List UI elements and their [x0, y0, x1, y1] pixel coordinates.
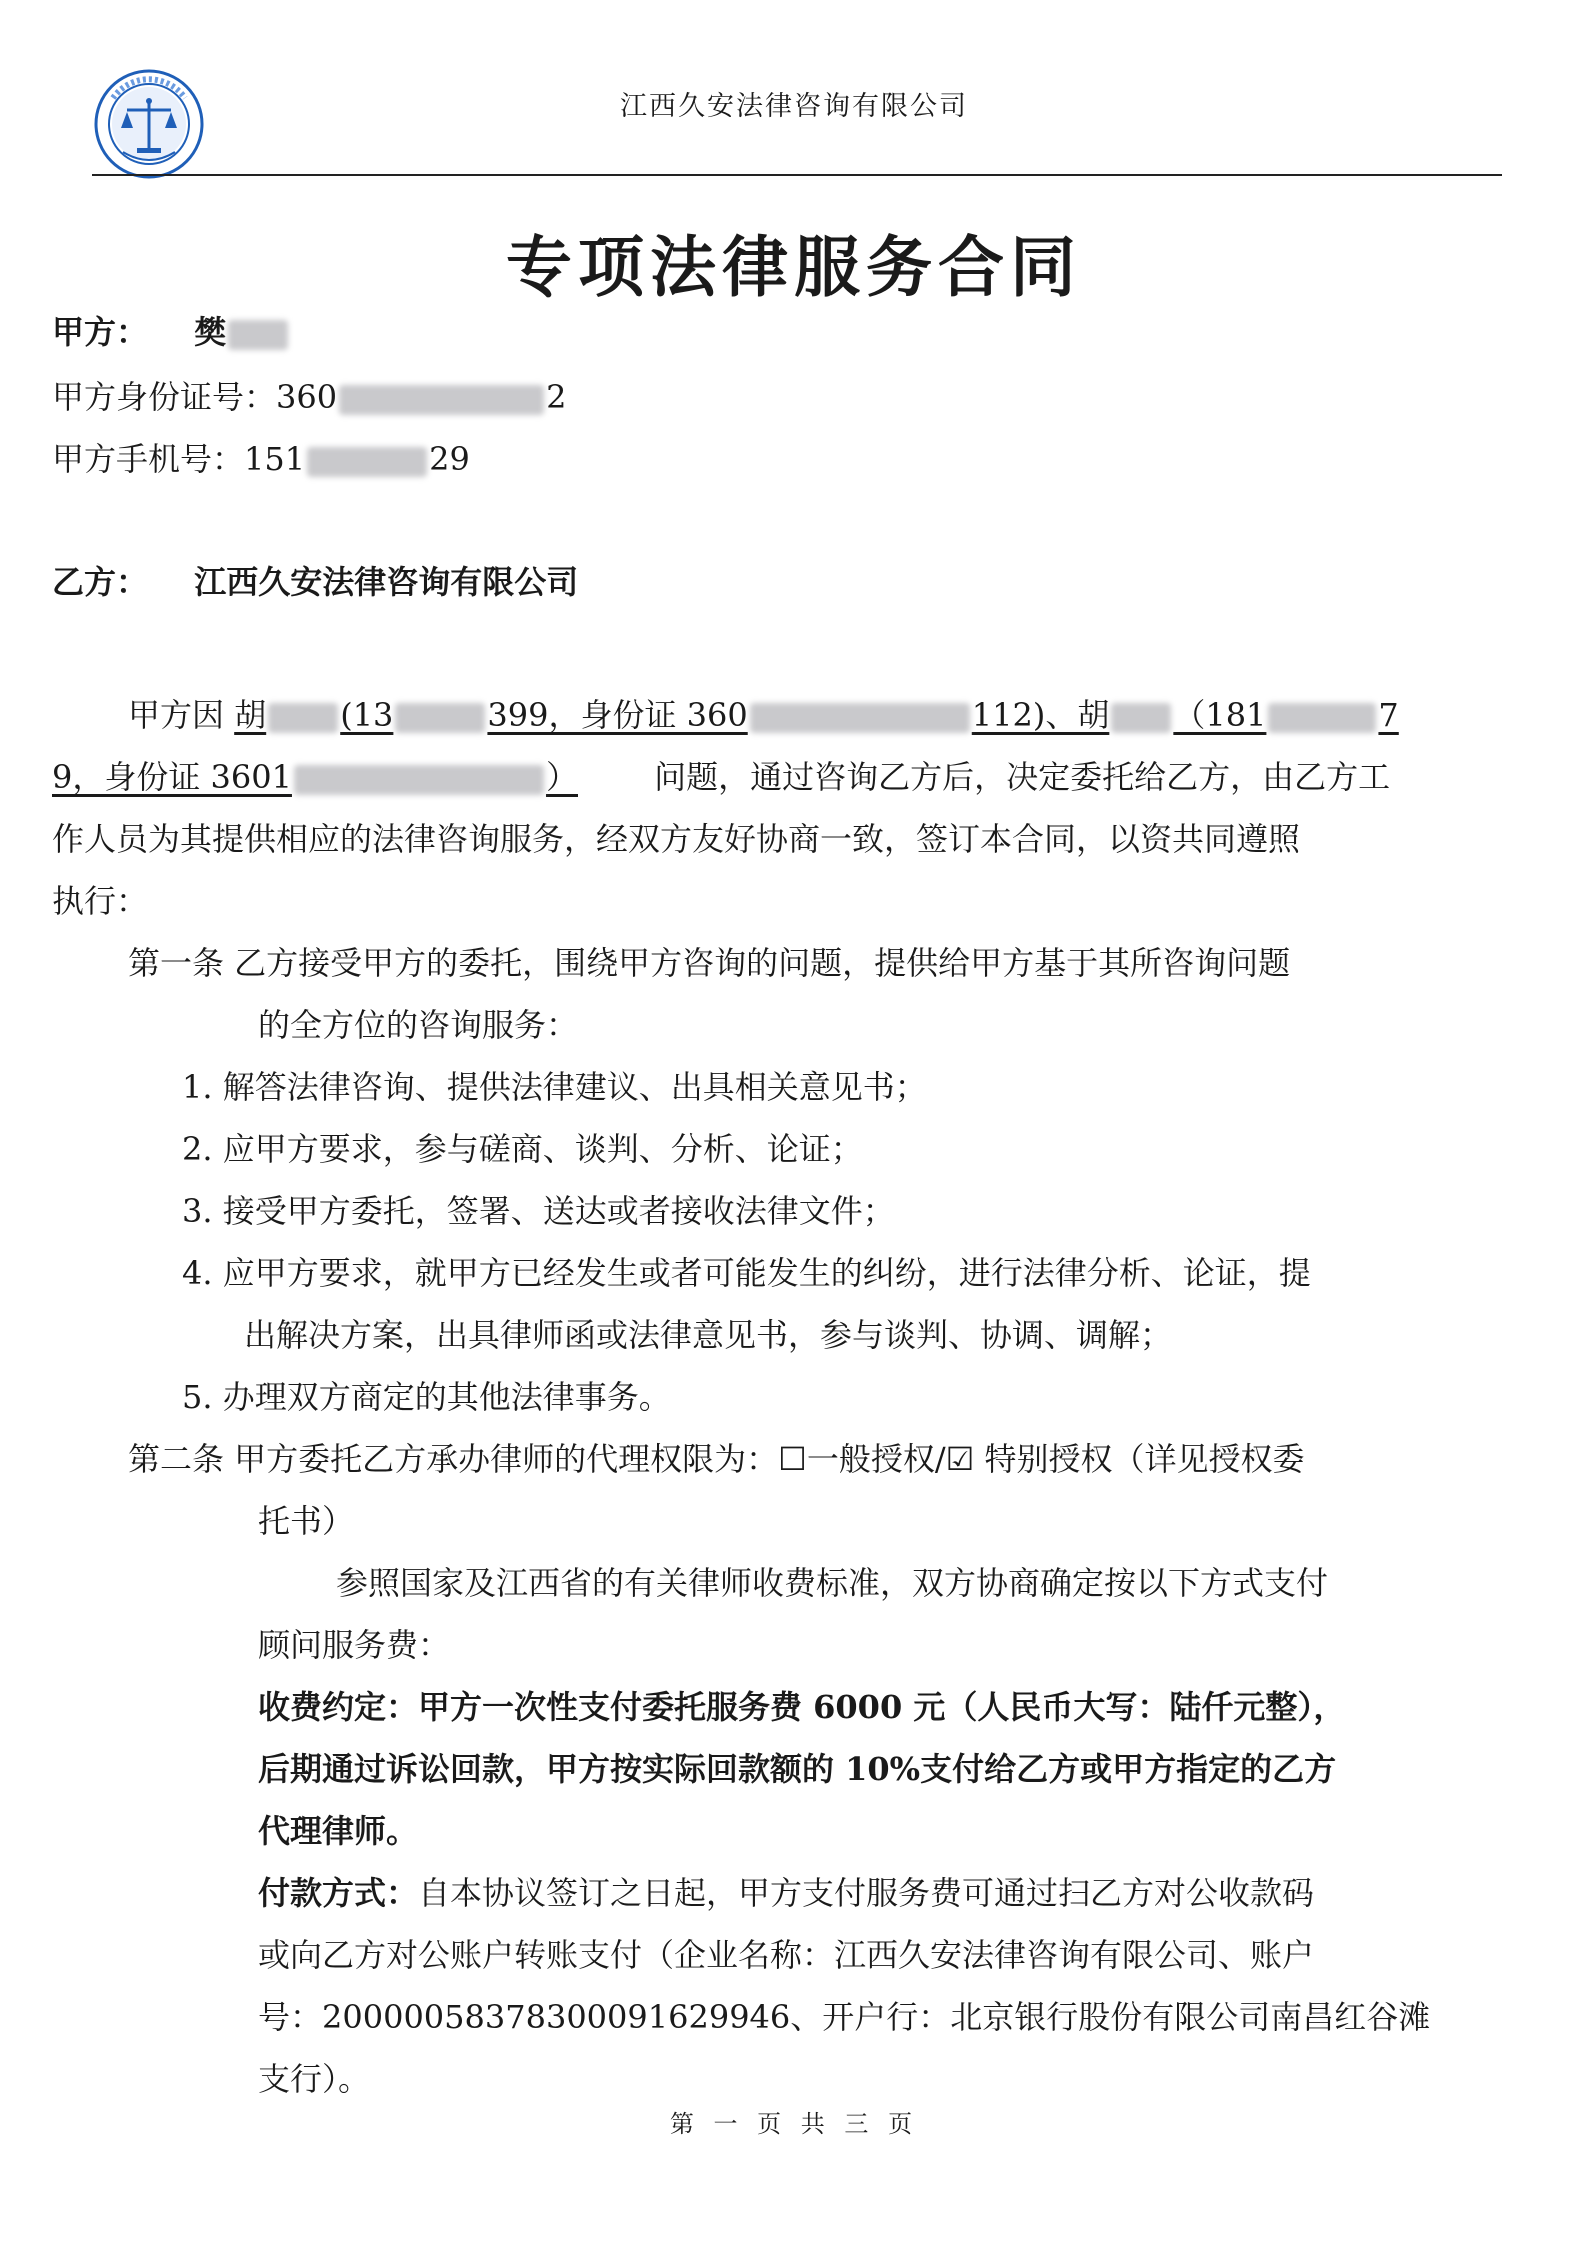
- article-2-line-2: 托书）: [258, 1502, 355, 1540]
- article-1-item: 5. 办理双方商定的其他法律事务。: [182, 1378, 671, 1416]
- intro-line-1: [128, 690, 1399, 736]
- party-b-label: 乙方：: [52, 563, 149, 601]
- intro-text: 112)、胡: [971, 696, 1110, 734]
- fee-agreement-line-3: 代理律师。: [258, 1812, 419, 1850]
- party-a-id-line: [52, 378, 567, 416]
- payment-line-1: [258, 1868, 1314, 1914]
- contract-title: 专项法律服务合同: [506, 228, 1082, 306]
- fee-intro-line-2: 顾问服务费：: [258, 1626, 451, 1664]
- fee-agreement-line-2: 后期通过诉讼回款，甲方按实际回款额的 10%支付给乙方或甲方指定的乙方: [258, 1750, 1337, 1788]
- redacted-block: [750, 703, 970, 733]
- redacted-block: [228, 320, 288, 350]
- article-1-item: 2. 应甲方要求，参与磋商、谈判、分析、论证；: [182, 1130, 863, 1168]
- payment-line-2: 或向乙方对公账户转账支付（企业名称：江西久安法律咨询有限公司、账户: [258, 1936, 1315, 1974]
- party-a-label: 甲方：: [52, 313, 149, 351]
- party-b-name: 江西久安法律咨询有限公司: [194, 563, 579, 601]
- party-b-line: [52, 563, 579, 601]
- party-a-id-label: 甲方身份证号：: [52, 378, 277, 416]
- redacted-block: [1268, 703, 1376, 733]
- intro-text: 9，身份证 3601: [52, 758, 292, 796]
- article-1-item: 1. 解答法律咨询、提供法律建议、出具相关意见书；: [182, 1068, 927, 1106]
- redacted-block: [268, 703, 338, 733]
- redacted-block: [1111, 703, 1171, 733]
- intro-text: 甲方因: [128, 696, 225, 734]
- intro-line-2: [52, 752, 1390, 798]
- intro-text: 399，身份证 360: [487, 696, 748, 734]
- header-company-name: 江西久安法律咨询有限公司: [620, 91, 968, 122]
- party-a-id-suffix: 2: [546, 378, 567, 416]
- article-1-item-continued: 出解决方案，出具律师函或法律意见书，参与谈判、协调、调解；: [244, 1316, 1173, 1354]
- header-divider: [92, 174, 1502, 176]
- intro-line-4: 执行：: [52, 882, 149, 920]
- party-a-phone-line: [52, 440, 470, 478]
- intro-text: (13: [340, 696, 394, 734]
- underlined-client-info: [52, 758, 630, 796]
- party-a-line: [52, 313, 290, 351]
- fee-intro-line-1: 参照国家及江西省的有关律师收费标准，双方协商确定按以下方式支付: [336, 1564, 1329, 1602]
- party-a-phone-prefix: 151: [244, 440, 306, 478]
- party-a-phone-label: 甲方手机号：: [52, 440, 245, 478]
- fee-agreement-line-1: 收费约定：甲方一次性支付委托服务费 6000 元（人民币大写：陆仟元整），: [258, 1688, 1346, 1726]
- party-a-phone-suffix: 29: [429, 440, 470, 478]
- article-1-item: 3. 接受甲方委托，签署、送达或者接收法律文件；: [182, 1192, 895, 1230]
- intro-text: 胡: [234, 696, 267, 734]
- intro-text: （181: [1173, 696, 1267, 734]
- redacted-block: [307, 447, 427, 477]
- article-2-line-1: 第二条 甲方委托乙方承办律师的代理权限为：☐一般授权/☑ 特别授权（详见授权委: [128, 1440, 1305, 1478]
- page-number-footer: 第 一 页 共 三 页: [669, 2110, 919, 2138]
- article-1-line-1: 第一条 乙方接受甲方的委托，围绕甲方咨询的问题，提供给甲方基于其所咨询问题: [128, 944, 1291, 982]
- article-1-item: 4. 应甲方要求，就甲方已经发生或者可能发生的纠纷，进行法律分析、论证，提: [182, 1254, 1311, 1292]
- underlined-client-info: [234, 696, 1399, 734]
- payment-line-3: 号：20000058378300091629946、开户行：北京银行股份有限公司南昌红谷滩: [258, 1998, 1431, 2036]
- redacted-block: [294, 765, 544, 795]
- party-a-name: 樊: [194, 313, 227, 351]
- payment-text: 自本协议签订之日起，甲方支付服务费可通过扫乙方对公收款码: [418, 1874, 1315, 1912]
- party-a-id-prefix: 360: [276, 378, 338, 416]
- intro-text: 问题，通过咨询乙方后，决定委托给乙方，由乙方工: [654, 758, 1391, 796]
- payment-line-4: 支行）。: [258, 2060, 371, 2098]
- intro-text: 7: [1378, 696, 1399, 734]
- redacted-block: [395, 703, 485, 733]
- payment-label: 付款方式：: [258, 1874, 419, 1912]
- redacted-block: [339, 385, 544, 415]
- article-1-line-2: 的全方位的咨询服务：: [258, 1006, 579, 1044]
- intro-line-3: 作人员为其提供相应的法律咨询服务，经双方友好协商一致，签订本合同，以资共同遵照: [52, 820, 1301, 858]
- intro-text: ）: [545, 758, 578, 796]
